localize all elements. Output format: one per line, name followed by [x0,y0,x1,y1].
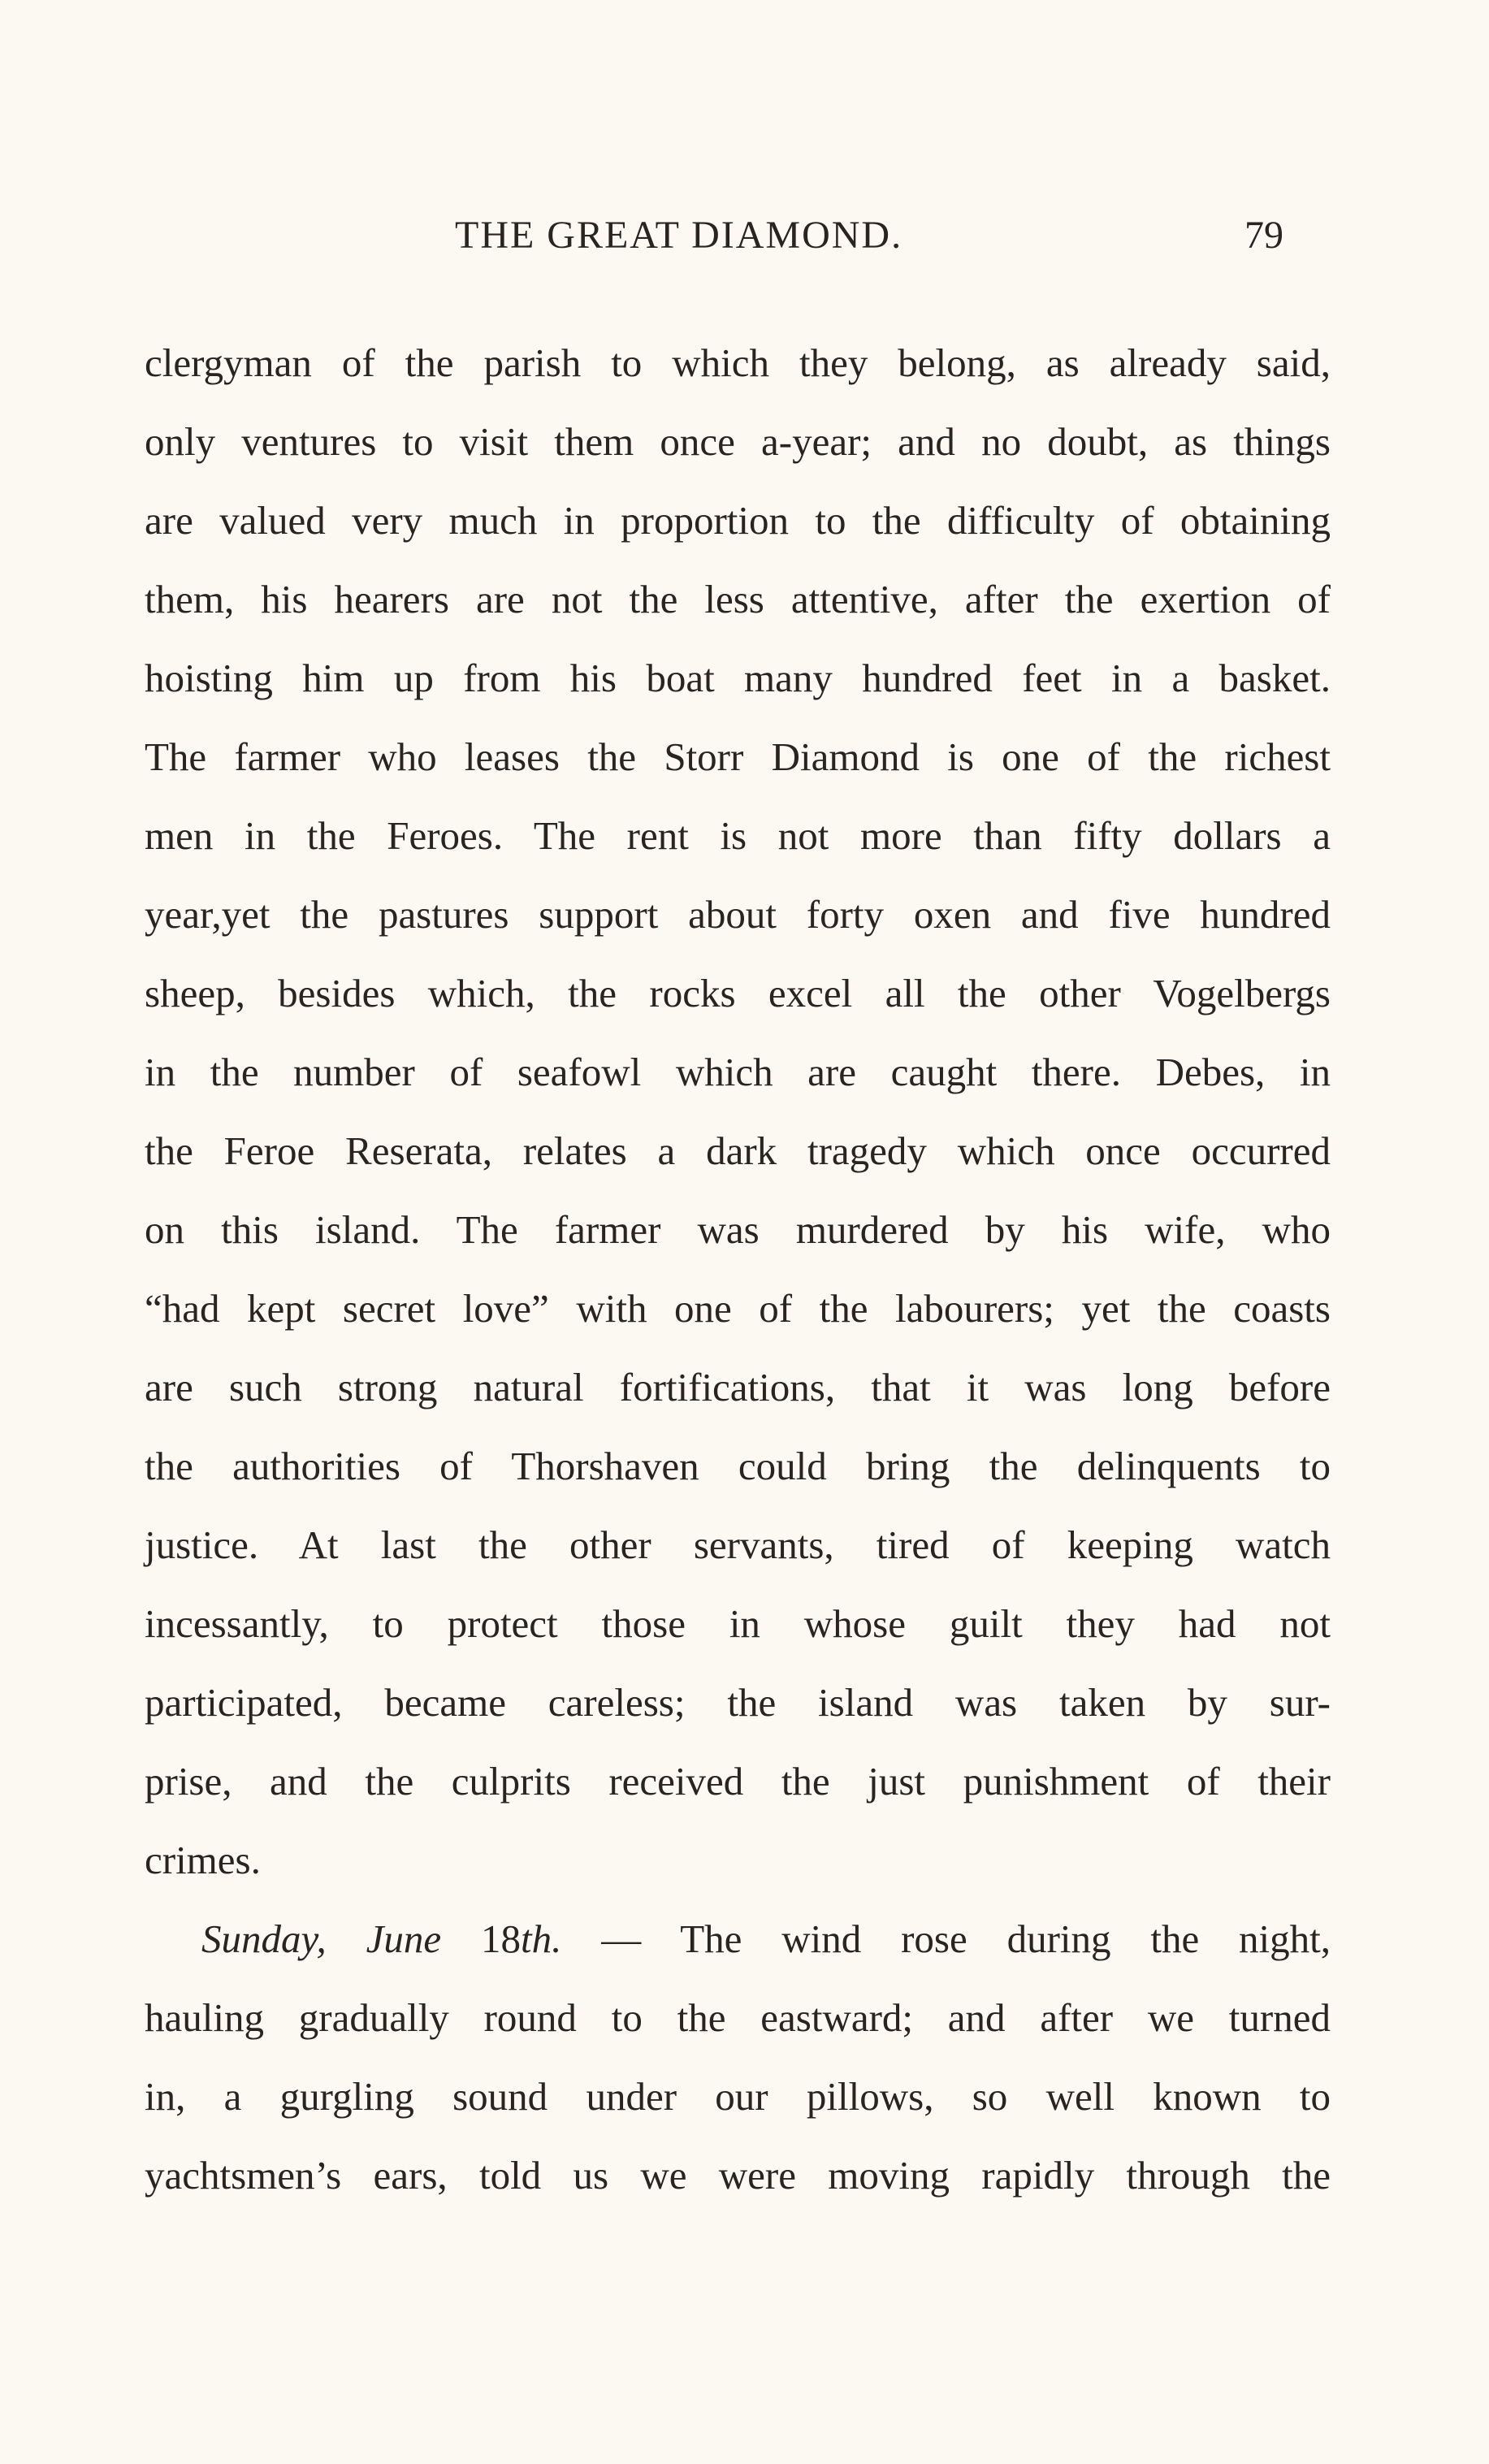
text-line: prise, and the culprits received the just punishment of their [145,1759,1331,1804]
date-day: Sunday, [201,1916,327,1961]
text-line: in the number of seafowl which are caught there. Debes, in [145,1050,1331,1094]
text-line: are such strong natural fortifications, that it was long before [145,1365,1331,1410]
text-line: men in the Feroes. The rent is not more than fifty dollars a [145,813,1331,858]
text-line: them, his hearers are not the less attentive, after the exertion of [145,577,1331,621]
text-line: the authorities of Thorshaven could bring the delinquents to [145,1444,1331,1488]
text-line: clergyman of the parish to which they belong, as already said, [145,340,1331,385]
text-line: year,yet the pastures support about forty oxen and five hundred [145,892,1331,937]
text-line: crimes. [145,1838,261,1882]
text-line: hoisting him up from his boat many hundred feet in a basket. [145,656,1331,700]
text-line: hauling gradually round to the eastward; and after we turned [145,1995,1331,2040]
text-line: sheep, besides which, the rocks excel all the other Vogelbergs [145,971,1331,1015]
text-line: the Feroe Reserata, relates a dark tragedy which once occurred [145,1128,1331,1173]
text-line: in, a gurgling sound under our pillows, so well known to [145,2074,1331,2119]
text-line: yachtsmen’s ears, told us we were moving rapidly through the [145,2153,1331,2198]
text-line: incessantly, to protect those in whose guilt they had not [145,1601,1331,1646]
date-num: 18 [481,1916,522,1961]
date-suffix: th. [521,1916,562,1961]
running-head [146,213,1324,262]
text-line: justice. At last the other servants, tired of keeping watch [145,1522,1331,1567]
dated-line-text: — The wind rose during the night, [601,1916,1331,1961]
dated-line [145,1899,1331,1978]
text-line: participated, became careless; the island was taken by sur- [145,1680,1331,1725]
paragraph-2 [145,1899,1331,2215]
text-line: The farmer who leases the Storr Diamond is one of the richest [145,734,1331,779]
running-title: THE GREAT DIAMOND. [455,214,903,257]
page-number: 79 [1244,214,1283,257]
text-line: are valued very much in proportion to the difficulty of obtaining [145,498,1331,543]
paragraph-1 [145,323,1331,1899]
text-line: on this island. The farmer was murdered by his wife, who [145,1207,1331,1252]
date-month: June [366,1916,442,1961]
text-line: “had kept secret love” with one of the labourers; yet the coasts [145,1286,1331,1331]
body-text [145,323,1331,2215]
text-line: only ventures to visit them once a-year; and no doubt, as things [145,419,1331,464]
